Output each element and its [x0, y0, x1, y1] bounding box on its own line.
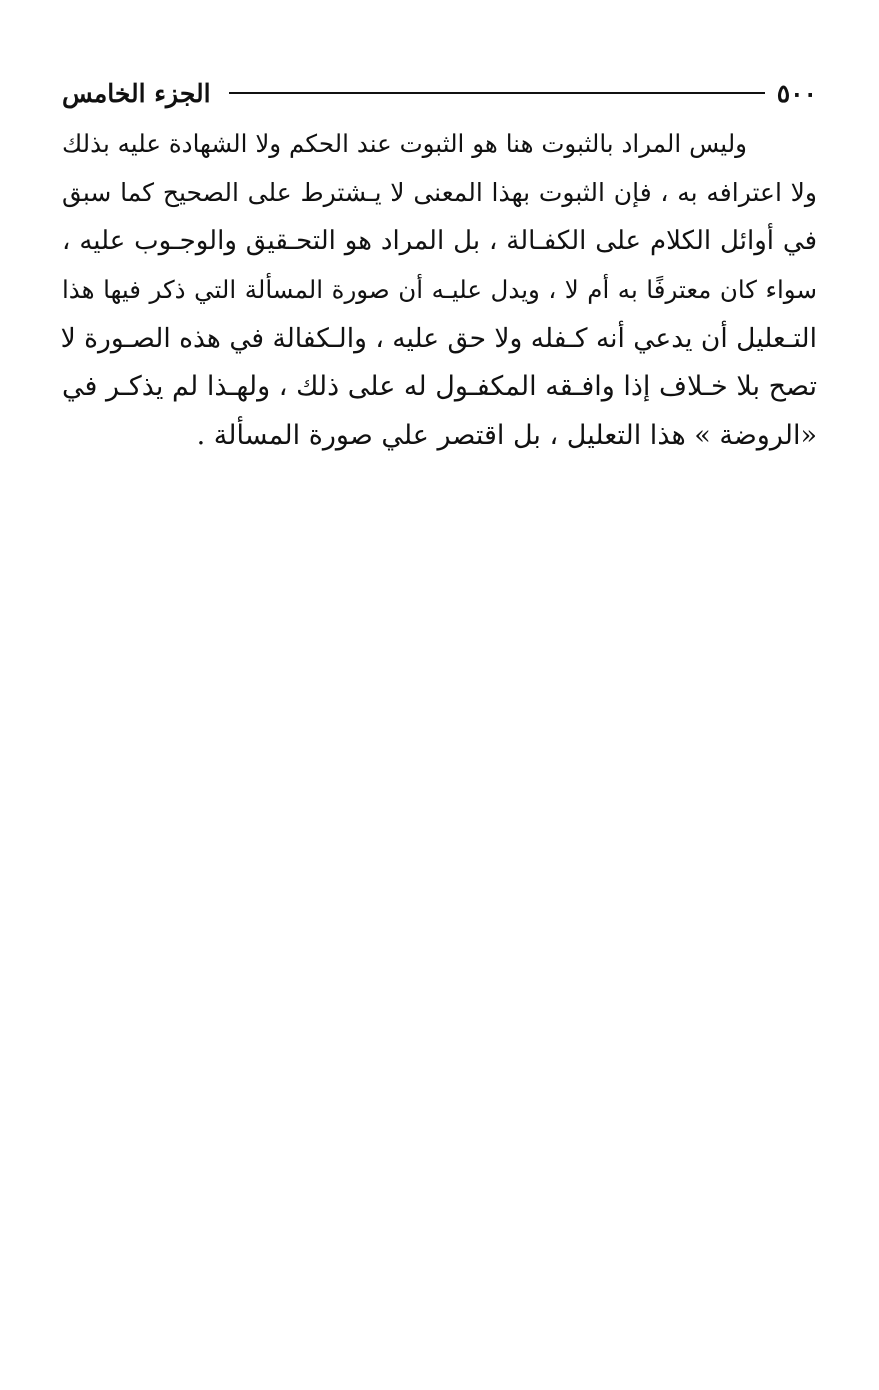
text-line: «الروضة » هذا التعليل ، بل اقتصر علي صورة المسألة .: [196, 420, 817, 452]
body-paragraph: [62, 120, 817, 461]
volume-title: الجزء الخامس: [62, 78, 211, 108]
header-rule: [229, 92, 765, 94]
text-line: وليس المراد بالثبوت هنا هو الثبوت عند الحكم ولا الشهادة عليه بذلك: [62, 129, 747, 158]
text-line: في أوائل الكلام على الكفـالة ، بل المراد هو التحـقيق والوجـوب عليه ،: [62, 226, 817, 257]
text-line: سواء كان معترفًا به أم لا ، ويدل عليـه أن صورة المسألة التي ذكر فيها هذا: [62, 275, 817, 305]
text-line: ولا اعترافه به ، فإن الثبوت بهذا المعنى لا يـشترط على الصحيح كما سبق: [62, 177, 817, 207]
text-line: تصح بلا خـلاف إذا وافـقه المكفـول له على ذلك ، ولهـذا لم يذكـر في: [62, 371, 817, 403]
text-line: التـعليل أن يدعي أنه كـفله ولا حق عليه ، والـكفالة في هذه الصـورة لا: [60, 322, 817, 354]
page-number: ٥٠٠: [776, 78, 817, 108]
running-header: [62, 68, 817, 118]
